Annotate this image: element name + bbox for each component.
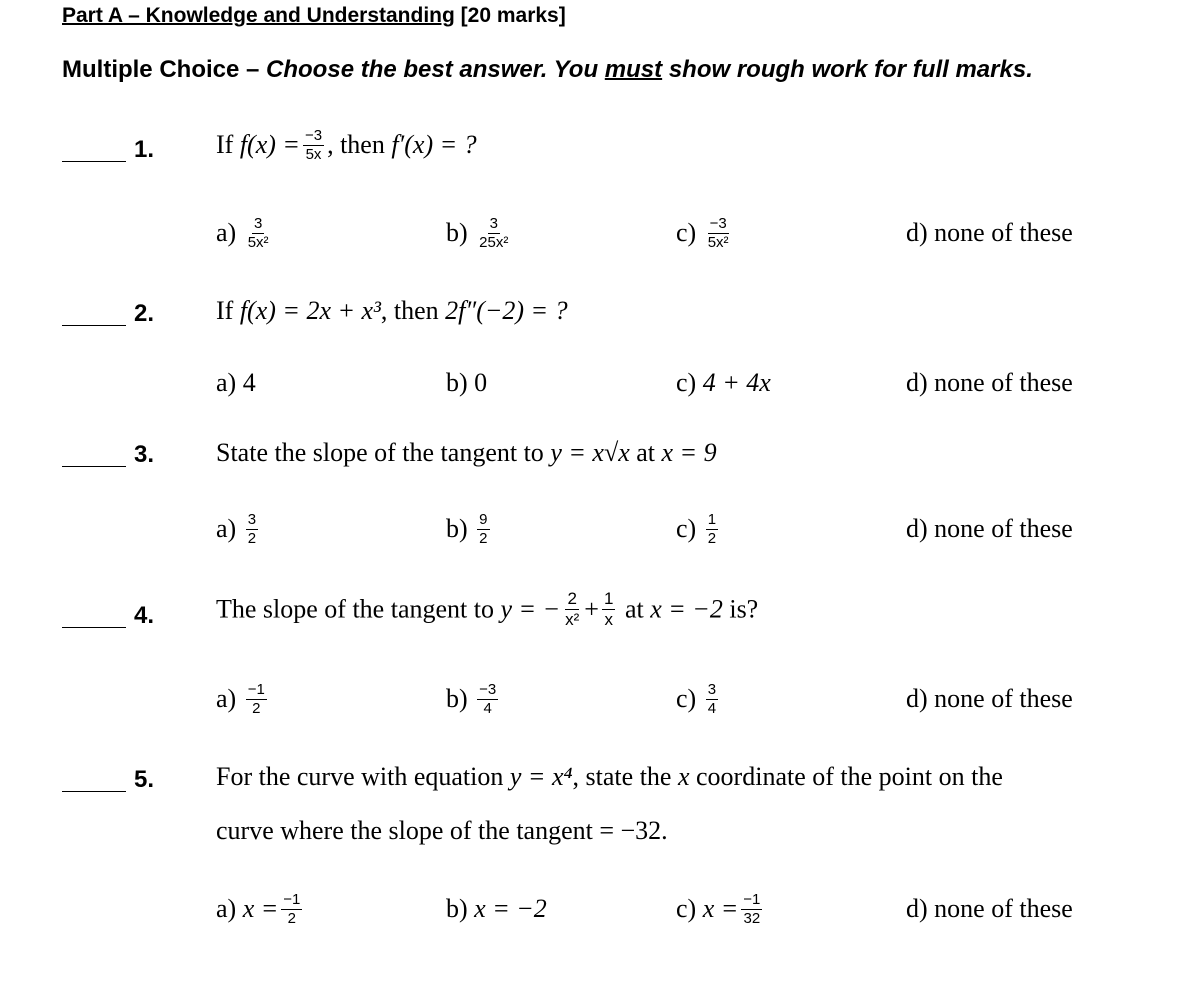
frac-den: 4 <box>483 699 492 717</box>
option-label: b) <box>446 514 468 544</box>
part-marks: [20 marks] <box>460 4 566 27</box>
answer-blank-2[interactable] <box>62 325 126 326</box>
q4-option-a[interactable] <box>216 681 270 719</box>
question-number-1: 1. <box>134 136 155 163</box>
frac-num: −1 <box>283 891 301 908</box>
option-fraction <box>477 682 498 717</box>
question-stem-5-line-2: curve where the slope of the tangent = −32. <box>216 816 668 845</box>
answer-blank-5[interactable] <box>62 791 126 792</box>
option-fraction <box>281 892 302 927</box>
question-number-5: 5. <box>134 766 155 793</box>
option-label: d) <box>906 514 928 543</box>
q3-pre: State the slope of the tangent to <box>216 438 551 467</box>
option-fraction <box>706 216 731 251</box>
part-heading <box>62 4 566 28</box>
option-label: a) <box>216 894 237 924</box>
q3-expr: y = x√x <box>550 438 630 467</box>
frac-den: 32 <box>743 909 761 927</box>
option-label: a) <box>216 514 237 544</box>
q2-option-a[interactable] <box>216 368 256 398</box>
option-label: d) <box>906 218 928 247</box>
frac-num: 1 <box>707 511 717 528</box>
q5-mid: , state the <box>572 762 678 791</box>
option-text: none of these <box>934 684 1073 713</box>
q4-pre: The slope of the tangent to <box>216 594 501 624</box>
q3-expr2: x = 9 <box>661 438 717 467</box>
option-label: b) <box>446 368 468 397</box>
answer-blank-4[interactable] <box>62 627 126 628</box>
question-stem-2 <box>216 296 568 326</box>
q5-option-a[interactable] <box>216 891 305 929</box>
frac-num: −1 <box>247 681 265 698</box>
option-label: b) <box>446 218 468 248</box>
q1-option-d[interactable] <box>906 218 1073 248</box>
option-text: 0 <box>474 368 488 397</box>
answer-blank-1[interactable] <box>62 161 126 162</box>
option-text: none of these <box>934 514 1073 543</box>
q4-fraction-2 <box>602 590 615 629</box>
question-stem-4 <box>216 589 759 631</box>
q4-option-b[interactable] <box>446 681 501 719</box>
option-fraction <box>246 682 267 717</box>
frac-num: 2 <box>567 589 577 608</box>
option-label: d) <box>906 684 928 713</box>
q2-option-d[interactable] <box>906 368 1073 398</box>
option-fraction <box>477 512 489 547</box>
frac-num: 3 <box>247 511 257 528</box>
option-fraction <box>706 512 718 547</box>
answer-blank-3[interactable] <box>62 466 126 467</box>
frac-den: x² <box>565 609 580 629</box>
question-number-3: 3. <box>134 441 155 468</box>
frac-num: −3 <box>709 215 727 232</box>
q5-x: x <box>677 762 690 791</box>
option-text: none of these <box>934 894 1073 923</box>
q2-option-c[interactable] <box>676 368 771 398</box>
q4-option-c[interactable] <box>676 681 721 719</box>
option-label: c) <box>676 894 697 924</box>
frac-den: 2 <box>287 909 297 927</box>
q5-option-d[interactable] <box>906 894 1073 924</box>
option-fraction <box>246 216 271 251</box>
option-label: c) <box>676 368 697 397</box>
q1-frac-num: −3 <box>304 127 323 144</box>
mc-instructions <box>62 56 1033 84</box>
q1-fraction <box>303 128 324 163</box>
option-text: 4 + 4x <box>702 368 771 397</box>
q1-post: , then <box>327 130 392 160</box>
frac-num: 9 <box>479 511 488 528</box>
option-fraction <box>741 892 762 927</box>
option-label: c) <box>676 218 697 248</box>
option-label: b) <box>446 684 468 714</box>
option-label: d) <box>906 368 928 397</box>
q4-y-eq: y = − <box>500 594 561 624</box>
frac-den: 5x² <box>247 233 269 251</box>
mc-instr-2: show rough work for full marks. <box>668 56 1033 83</box>
q1-option-a[interactable] <box>216 215 274 253</box>
frac-den: 4 <box>707 699 717 717</box>
q2-expr: f(x) = 2x + x³ <box>239 296 381 325</box>
q5-expr: y = x⁴ <box>509 762 573 791</box>
mc-instr-must: must <box>604 56 663 83</box>
option-label: a) <box>216 684 237 714</box>
frac-den: 2 <box>707 529 717 547</box>
frac-num: 1 <box>603 589 614 608</box>
frac-num: 3 <box>489 215 498 232</box>
question-stem-1 <box>216 127 477 165</box>
frac-den: 2 <box>479 529 488 547</box>
q2-option-b[interactable] <box>446 368 487 398</box>
frac-den: 5x² <box>707 233 729 251</box>
option-text: x = −2 <box>474 894 547 923</box>
q3-option-c[interactable] <box>676 511 721 549</box>
part-title: Part A – Knowledge and Understanding <box>62 4 455 27</box>
q5-pre: For the curve with equation <box>216 762 510 791</box>
option-label: c) <box>676 514 697 544</box>
q4-plus: + <box>584 594 599 624</box>
mc-instr-1: Choose the best answer. You <box>266 56 599 83</box>
q1-option-b[interactable] <box>446 215 513 253</box>
option-fraction <box>477 216 510 251</box>
option-pre: x = <box>702 894 739 924</box>
option-label: b) <box>446 894 468 923</box>
frac-num: 3 <box>707 681 717 698</box>
option-text: 4 <box>242 368 256 397</box>
question-number-2: 2. <box>134 300 155 327</box>
option-fraction <box>706 682 718 717</box>
option-text: none of these <box>934 368 1073 397</box>
q4-option-d[interactable] <box>906 684 1073 714</box>
frac-den: x <box>604 609 613 629</box>
q1-pre: If <box>216 130 240 160</box>
mc-label: Multiple Choice – <box>62 56 260 83</box>
q5-option-b[interactable] <box>446 894 547 924</box>
q1-frac-den: 5x <box>305 145 322 163</box>
q4-fraction-1 <box>563 590 581 629</box>
frac-num: 3 <box>253 215 263 232</box>
q2-post: , then <box>380 296 446 325</box>
frac-den: 2 <box>247 529 257 547</box>
q2-expr2: 2f″(−2) = ? <box>445 296 568 325</box>
option-label: a) <box>216 368 237 397</box>
q3-mid: at <box>629 438 662 467</box>
question-stem-3 <box>216 438 717 468</box>
q5-option-c[interactable] <box>676 891 765 929</box>
q4-post: is? <box>722 594 759 624</box>
q5-post: coordinate of the point on the <box>689 762 1003 791</box>
question-stem-5-line-1 <box>216 762 1003 792</box>
q4-expr2: x = −2 <box>650 594 723 624</box>
q1-deriv: f′(x) = ? <box>391 130 477 160</box>
frac-num: −3 <box>479 681 497 698</box>
q3-option-b[interactable] <box>446 511 493 549</box>
q2-pre: If <box>216 296 240 325</box>
option-pre: x = <box>242 894 279 924</box>
option-label: c) <box>676 684 697 714</box>
q1-fx: f(x) = <box>239 130 300 160</box>
q3-option-a[interactable] <box>216 511 261 549</box>
q1-option-c[interactable] <box>676 215 734 253</box>
option-label: a) <box>216 218 237 248</box>
option-label: d) <box>906 894 928 923</box>
frac-den: 25x² <box>479 233 509 251</box>
question-number-4: 4. <box>134 602 155 629</box>
frac-den: 2 <box>252 699 261 717</box>
option-fraction <box>246 512 258 547</box>
frac-num: −1 <box>743 891 761 908</box>
q3-option-d[interactable] <box>906 514 1073 544</box>
option-text: none of these <box>934 218 1073 247</box>
q4-mid: at <box>618 594 651 624</box>
